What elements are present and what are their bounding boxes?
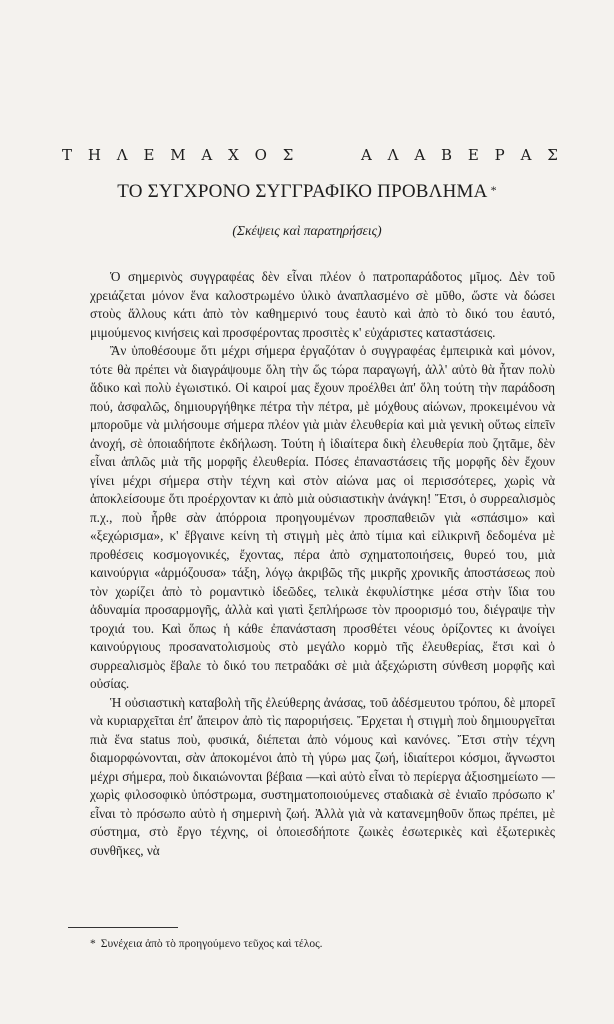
author-space [309,146,345,164]
article-body [90,268,555,860]
footnote-text: Συνέχεια ἀπὸ τὸ προηγούμενο τεῦχος καὶ τέλος. [100,938,323,950]
author-letter: Ο [254,146,267,164]
author-letter: Μ [170,146,186,164]
author-letter: Α [520,146,532,164]
paragraph: Ὁ σημερινὸς συγγραφέας δὲν εἶναι πλέον ὁ πατροπαράδοτος μῖμος. Δὲν τοῦ χρειάζεται μόνον ἕνα καλοστρωμένο ὑλικὸ ἀναπλασμένο σὲ μῦθο, ὥστε νὰ δώσει στοὺς ἄλλους κάτι ἀπὸ τὸν καθημερινό τους ἑαυτὸ καὶ ἀπὸ τὸ δικό του ἑαυτό, μιμούμενος κινήσεις καὶ προσφέροντας προσιτὲς κ' εὐχάριστες καταστάσεις. [90,269,555,340]
paragraph: Ἂν ὑποθέσουμε ὅτι μέχρι σήμερα ἐργαζόταν ὁ συγγραφέας ἐμπειρικὰ καὶ μόνον, τότε θὰ πρέπει νὰ διαγράψουμε ὅλη τὴν ὥς τώρα παραγωγή, ἀλλ' αὐτὸ θὰ ἦταν πολὺ ἄδικο καὶ πολὺ ἐγωιστικό. Οἱ καιροί μας ἔχουν προέλθει ἀπ' ὅλη τούτη τὴν παράδοση πού, ἀσφαλῶς, δημιουργήθηκε πέτρα τὴν πέτρα, μὲ μόχθους αἰώνων, προκειμένου νὰ μποροῦμε νὰ μιλήσουμε σήμερα πλέον γιὰ μιὰν ἐλευθερία καὶ μιὰ γενικὴ οὕτως εἰπεῖν ἀνοχή, σὲ ὁποιαδήποτε ἐκδήλωση. Τούτη ἡ ἰδιαίτερα δικὴ ἐλευθερία ποὺ ζητᾶμε, δὲν εἶναι ἁπλῶς μιὰ τῆς μορφῆς ἐλευθερία. Πόσες ἐπαναστάσεις τῆς μορφῆς δὲν ἔχουν γίνει μέχρι σήμερα στὴν τέχνη καὶ στὸν αἰώνα μας οἱ περισσότερες, χωρὶς νὰ ἀποκλείσουμε ὅτι προέρχονταν κι ἀπὸ μιὰ οὐσιαστικὴν ἀνάγκη! Ἔτσι, ὁ συρρεαλισμὸς π.χ., ποὺ ἦρθε σὰν ἀπόρροια προηγουμένων προσπαθειῶν γιὰ «σπάσιμο» καὶ «ξεχώρισμα», κ' ἔβγαινε κείνη τὴ στιγμὴ μὲς ἀπὸ τίμια καὶ εἰλικρινῆ δεδομένα μὲ προθέσεις κοσμογονικές, ἔχοντας, πέρα ἀπὸ σχηματοποιήσεις, θυρεό του, μιὰ καινούργια «ἁρμόζουσα» τάξη, λόγῳ ἀκριβῶς τῆς μικρῆς χρονικῆς ἀποστάσεως ποὺ τὸν χωρίζει ἀπὸ τὸ ρομαντικὸ ἰδεῶδες, τελικὰ ἐκφυλίστηκε μέσα στὴν ἴδια του ἀδυναμία προσαρμογῆς, ἀλλὰ καὶ γιατὶ ξεπλήρωσε τὸν προορισμό του, διέγραψε τὴν τροχιά του. Καὶ ὅπως ἡ κάθε ἐπανάσταση προσθέτει νέους ὁρίζοντες κι ἀνοίγει καινούργιους προσανατολισμοὺς στὸ μεγάλο κορμὸ τῆς ἐλευθερίας, ἔτσι καὶ ὁ συρρεαλισμὸς ἔβαλε τὸ δικό του πετραδάκι σὲ μιὰ ἀξεχώριστη σύνθεση μορφῆς καὶ οὐσίας. [90,343,555,691]
author-letter: Ρ [494,146,505,164]
author-letter: Σ [547,146,558,164]
article-title [0,181,614,203]
author-letter: Χ [228,146,239,164]
author-letter: Ε [467,146,479,164]
article-subtitle: (Σκέψεις καὶ παρατηρήσεις) [232,223,382,238]
author-letter: Α [414,146,426,164]
author-letter: Η [87,146,101,164]
footnote [90,938,550,950]
author-letter: Β [441,146,453,164]
footnote-divider [68,927,178,928]
author-letter: Τ [62,146,73,164]
footnote-mark: * [90,938,96,950]
author-name [62,146,558,164]
author-letter: Α [201,146,213,164]
author-letter: Λ [387,146,399,164]
author-letter: Λ [116,146,128,164]
author-letter: Ε [143,146,155,164]
author-letter: Α [361,146,372,164]
article-title-text: ΤΟ ΣΥΓΧΡΟΝΟ ΣΥΓΓΡΑΦΙΚΟ ΠΡΟΒΛΗΜΑ [117,181,488,202]
paragraph: Ἡ οὐσιαστικὴ καταβολὴ τῆς ἐλεύθερης ἀνάσας, τοῦ ἀδέσμευτου τρόπου, δὲ μπορεῖ νὰ κυριαρχεῖται ἐπ' ἄπειρον ἀπὸ τὶς παροριήσεις. Ἔρχεται ἡ στιγμὴ ποὺ δημιουργεῖται πιὰ ἕνα status ποὺ, φυσικά, διέπεται ἀπὸ νόμους καὶ κανόνες. Ἔτσι στὴν τέχνη διαμορφώνονται, σὰν ἀποκομένοι ἀπὸ τὴ γύρω μας ζωή, ἰδιαίτεροι κόσμοι, ἄγνωστοι μέχρι σήμερα, ποὺ δικαιώνονται βέβαια —καὶ αὐτὸ εἶναι τὸ περίεργα ἀξιοσημείωτο — χωρὶς φιλοσοφικὸ ὑπόστρωμα, συστηματοποιούμενες σταδιακὰ σὲ ἑνιαῖο πρόσωπο κ' εἶναι τὸ πρόσωπο αὐτὸ ἡ σημερινὴ ζωή. Ἀλλὰ γιὰ νὰ κατανεμηθοῦν ὅπως πρέπει, μὲ σύστημα, στὸ ἔργο τέχνης, οἱ ὁποιεσδήποτε ζωικὲς ἐσωτερικὲς καὶ ἐξωτερικὲς συνθῆκες, νὰ [90,694,555,858]
author-letter: Σ [282,146,294,164]
footnote-reference: * [490,183,497,197]
